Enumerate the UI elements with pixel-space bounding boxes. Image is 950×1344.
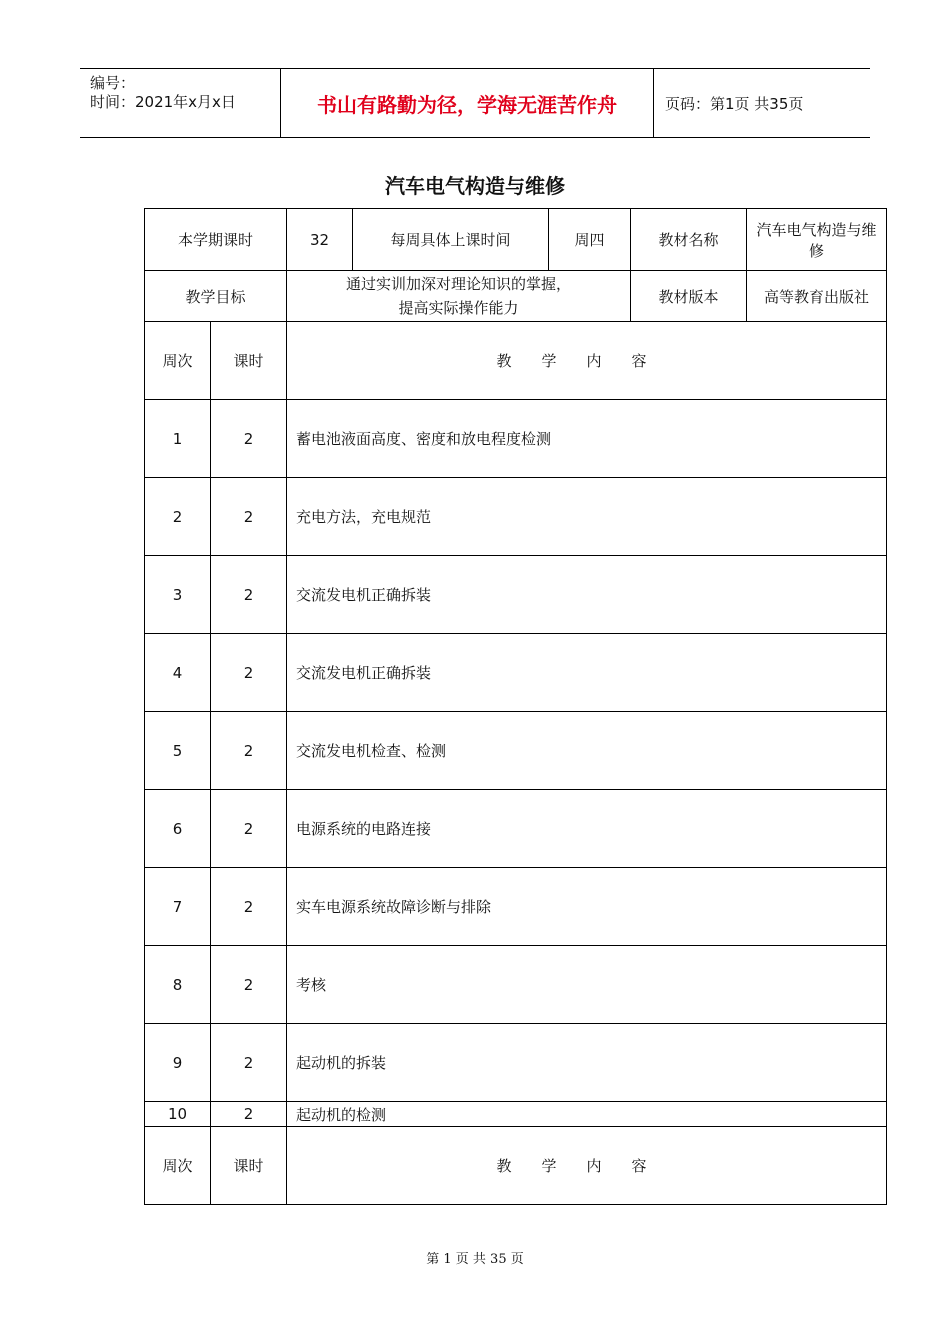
table-row: [145, 400, 887, 478]
hours-cell: 2: [211, 556, 287, 634]
col-content-header: 教学内容: [287, 322, 887, 400]
page-header: [80, 68, 870, 138]
hours-label: 本学期课时: [145, 209, 287, 271]
week-cell: 8: [145, 946, 211, 1024]
goal-label: 教学目标: [145, 271, 287, 322]
col-hours-header: 课时: [211, 1127, 287, 1205]
table-row: [145, 868, 887, 946]
hours-cell: 2: [211, 634, 287, 712]
info-row-2: [145, 271, 887, 322]
week-cell: 4: [145, 634, 211, 712]
hours-cell: 2: [211, 1102, 287, 1127]
table-row: [145, 946, 887, 1024]
content-cell: 交流发电机正确拆装: [287, 634, 887, 712]
hours-cell: 2: [211, 1024, 287, 1102]
week-cell: 7: [145, 868, 211, 946]
hours-cell: 2: [211, 946, 287, 1024]
hours-cell: 2: [211, 868, 287, 946]
week-cell: 5: [145, 712, 211, 790]
table-row: [145, 790, 887, 868]
content-cell: 考核: [287, 946, 887, 1024]
content-cell: 实车电源系统故障诊断与排除: [287, 868, 887, 946]
serial-label: 编号：: [90, 74, 136, 92]
textbook-value: 汽车电气构造与维修: [747, 209, 887, 271]
week-cell: 3: [145, 556, 211, 634]
week-cell: 1: [145, 400, 211, 478]
table-row: [145, 478, 887, 556]
week-cell: 9: [145, 1024, 211, 1102]
goal-value: [287, 271, 631, 322]
weekly-time-label: 每周具体上课时间: [353, 209, 549, 271]
document-title: 汽车电气构造与维修: [385, 174, 565, 198]
weekly-time-value: 周四: [549, 209, 631, 271]
content-cell: 蓄电池液面高度、密度和放电程度检测: [287, 400, 887, 478]
content-cell: 电源系统的电路连接: [287, 790, 887, 868]
motto: 书山有路勤为径，学海无涯苦作舟: [280, 69, 654, 137]
textbook-label: 教材名称: [631, 209, 747, 271]
edition-value: 高等教育出版社: [747, 271, 887, 322]
content-cell: 起动机的检测: [287, 1102, 887, 1127]
hours-cell: 2: [211, 478, 287, 556]
content-cell: 起动机的拆装: [287, 1024, 887, 1102]
week-cell: 2: [145, 478, 211, 556]
goal-line-2: 提高实际操作能力: [398, 299, 519, 317]
time-label: 时间：2021年x月x日: [90, 93, 236, 111]
col-week-header: 周次: [145, 1127, 211, 1205]
table-row: [145, 1102, 887, 1127]
week-cell: 10: [145, 1102, 211, 1127]
info-row-1: [145, 209, 887, 271]
goal-line-1: 通过实训加深对理论知识的掌握，: [346, 275, 572, 293]
course-plan-table: [144, 208, 887, 1205]
col-week-header: 周次: [145, 322, 211, 400]
content-cell: 充电方法，充电规范: [287, 478, 887, 556]
table-row: [145, 712, 887, 790]
page-info: 页码：第1页 共35页: [665, 94, 804, 113]
col-hours-header: 课时: [211, 322, 287, 400]
table-row: [145, 634, 887, 712]
column-header-row-repeat: [145, 1127, 887, 1205]
hours-value: 32: [287, 209, 353, 271]
hours-cell: 2: [211, 790, 287, 868]
col-content-header: 教学内容: [287, 1127, 887, 1205]
page-footer: 第 1 页 共 35 页: [426, 1252, 524, 1267]
hours-cell: 2: [211, 400, 287, 478]
week-cell: 6: [145, 790, 211, 868]
content-cell: 交流发电机正确拆装: [287, 556, 887, 634]
table-row: [145, 1024, 887, 1102]
table-row: [145, 556, 887, 634]
hours-cell: 2: [211, 712, 287, 790]
column-header-row: [145, 322, 887, 400]
content-cell: 交流发电机检查、检测: [287, 712, 887, 790]
edition-label: 教材版本: [631, 271, 747, 322]
header-meta: [80, 69, 280, 137]
